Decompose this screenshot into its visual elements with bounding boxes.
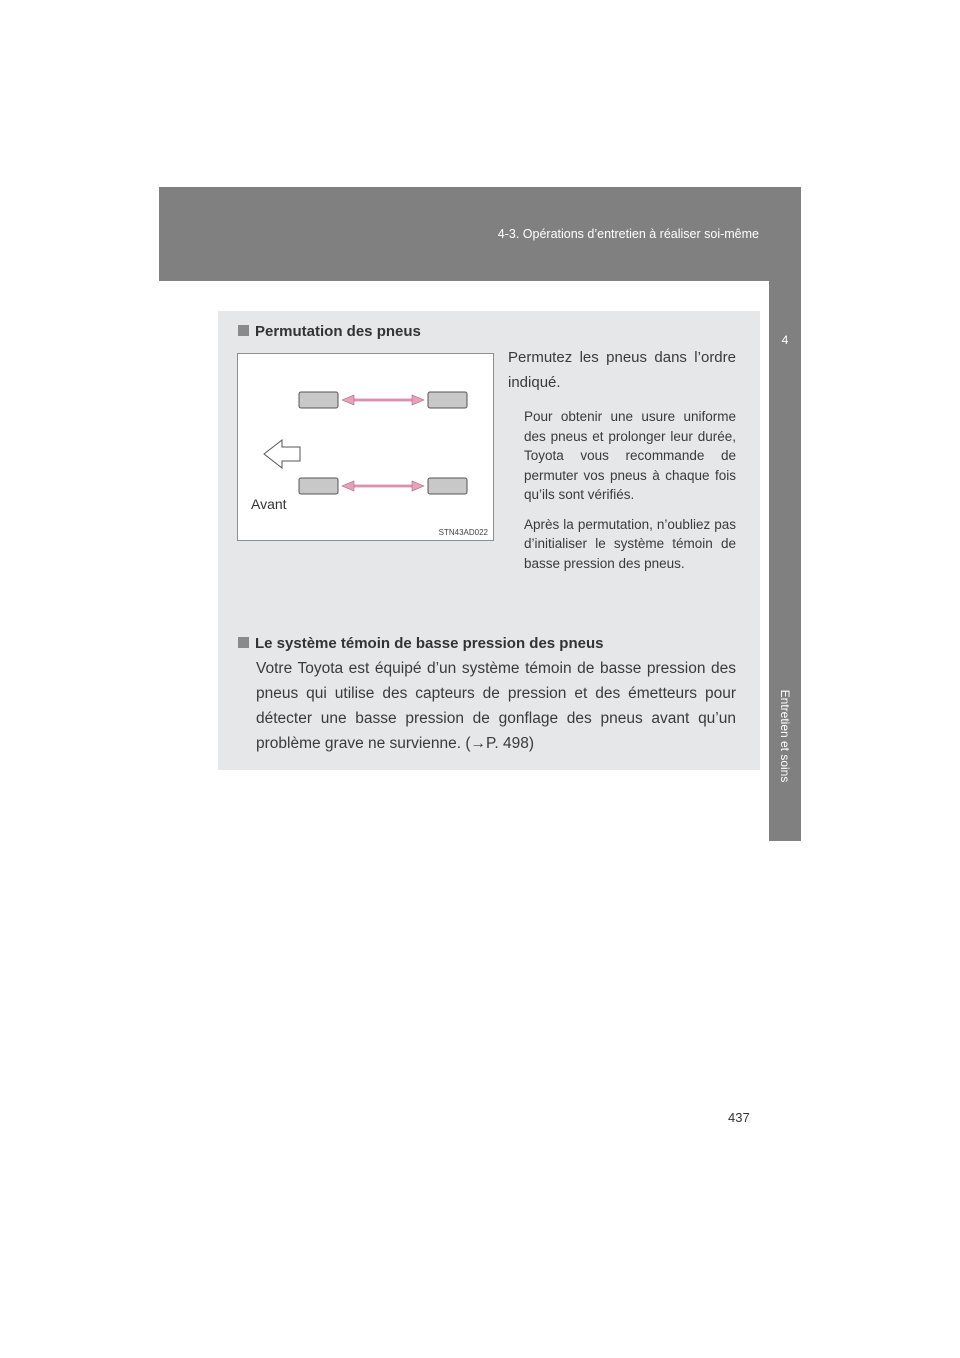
bullet-square-icon [238,325,249,336]
front-label: Avant [251,496,287,512]
figure-code: STN43AD022 [438,528,488,537]
tire-front-left [299,392,338,408]
rotation-intro: Permutez les pneus dans l’ordre indiqué. [508,349,736,391]
chapter-label: Entretien et soins [778,689,792,783]
tire-rear-right [428,478,467,494]
tpms-body: Votre Toyota est équipé d’un système témoin de basse pression des pneus qui utilise des capteurs de pression et des émetteurs pour détecter une basse pression de gonflage des pneus avant qu’un problème grave ne survienne. (→P. 498) [256,660,736,752]
rotation-heading-text: Permutation des pneus [255,323,421,340]
chapter-side-tab [769,281,801,841]
rotation-heading [238,323,421,340]
tire-rear-left [428,392,467,408]
top-swap-arrow [342,395,424,405]
front-direction-arrow-icon [264,440,300,468]
bottom-swap-arrow [342,481,424,491]
chapter-number: 4 [781,333,789,347]
tpms-heading [238,635,603,652]
tire-rotation-figure [237,353,494,541]
tire-rotation-diagram [238,354,493,540]
section-title: 4-3. Opérations d’entretien à réaliser soi-même [497,227,759,241]
bullet-square-icon [238,637,249,648]
note-item: Pour obtenir une usure uniforme des pneus et prolonger leur durée, Toyota vous recommande de permuter vos pneus à chaque fois qu’ils sont vérifiés. [524,409,736,502]
tpms-heading-text: Le système témoin de basse pression des pneus [255,635,604,652]
content-box [218,311,760,770]
page-number: 437 [728,1110,750,1125]
note-item: Après la permutation, n’oubliez pas d’initialiser le système témoin de basse pression des pneus. [524,516,736,571]
tire-front-right [299,478,338,494]
chapter-header-bar [159,187,801,281]
rotation-notes [524,407,736,583]
